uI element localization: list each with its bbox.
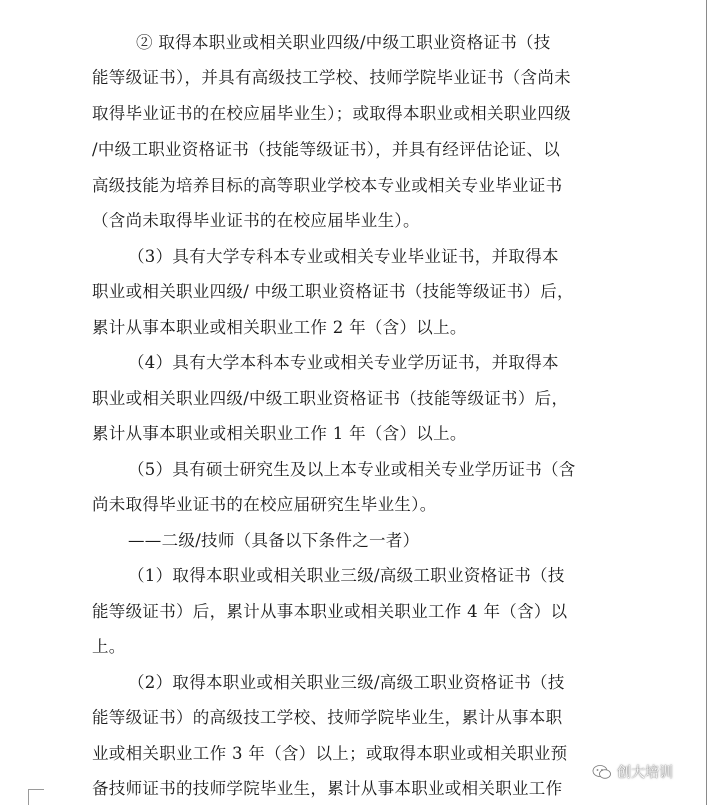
text-line: （4）具有大学本科本专业或相关专业学历证书，并取得本 bbox=[128, 353, 559, 372]
text-line: 累计从事本职业或相关职业工作 1 年（含）以上。 bbox=[92, 424, 467, 443]
page-edge-divider bbox=[706, 0, 707, 805]
text-line: （3）具有大学专科本专业或相关专业毕业证书，并取得本 bbox=[128, 247, 559, 266]
text-line: 能等级证书）的高级技工学校、技师学院毕业生，累计从事本职 bbox=[92, 708, 563, 727]
text-line: 取得毕业证书的在校应届毕业生）；或取得本职业或相关职业四级 bbox=[92, 104, 571, 123]
text-line: （5）具有硕士研究生及以上本专业或相关专业学历证书（含 bbox=[128, 460, 576, 479]
text-line: 高级技能为培养目标的高等职业学校本专业或相关专业毕业证书 bbox=[92, 176, 563, 195]
text-line: （含尚未取得毕业证书的在校应届毕业生）。 bbox=[92, 211, 420, 230]
text-line: （1）取得本职业或相关职业三级/高级工职业资格证书（技 bbox=[128, 566, 565, 585]
watermark-text: 创大培训 bbox=[617, 765, 673, 781]
text-line: 能等级证书），并具有高级技工学校、技师学院毕业证书（含尚未 bbox=[92, 68, 571, 87]
text-line: 职业或相关职业四级/ 中级工职业资格证书（技能等级证书）后， bbox=[92, 282, 574, 301]
watermark bbox=[592, 762, 673, 782]
text-line: 备技师证书的技师学院毕业生，累计从事本职业或相关职业工作 bbox=[92, 779, 563, 798]
page-corner-mark bbox=[28, 789, 44, 805]
text-line: （2）取得本职业或相关职业三级/高级工职业资格证书（技 bbox=[128, 673, 565, 692]
text-line: 职业或相关职业四级/中级工职业资格证书（技能等级证书）后， bbox=[92, 389, 569, 408]
text-line: ② 取得本职业或相关职业四级/中级工职业资格证书（技 bbox=[136, 33, 551, 52]
text-line: 上。 bbox=[92, 637, 126, 656]
section-heading: ——二级/技师（具备以下条件之一者） bbox=[128, 531, 420, 550]
text-line: 累计从事本职业或相关职业工作 2 年（含）以上。 bbox=[92, 318, 467, 337]
text-line: 尚未取得毕业证书的在校应届研究生毕业生）。 bbox=[92, 495, 437, 514]
text-line: /中级工职业资格证书（技能等级证书），并具有经评估论证、以 bbox=[92, 140, 561, 159]
text-line: 能等级证书）后，累计从事本职业或相关职业工作 4 年（含）以 bbox=[92, 602, 568, 621]
wechat-icon bbox=[592, 764, 612, 780]
text-line: 业或相关职业工作 3 年（含）以上；或取得本职业或相关职业预 bbox=[92, 744, 568, 763]
